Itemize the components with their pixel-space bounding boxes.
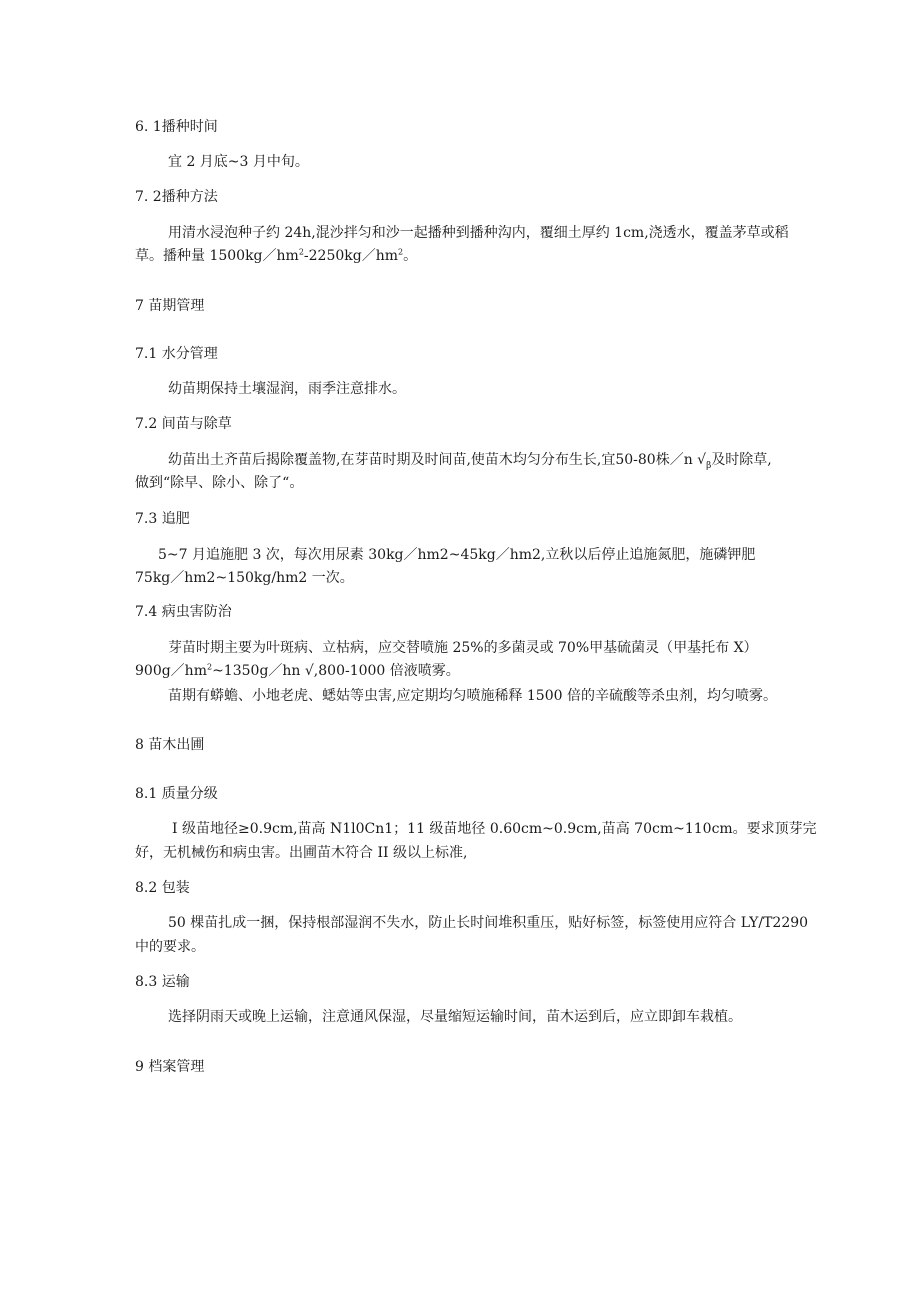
heading-7-4: 7.4 病虫害防治	[135, 604, 232, 620]
superscript: 2	[206, 662, 213, 672]
text-segment: 及时除草,	[711, 452, 772, 468]
superscript: 2	[298, 247, 304, 257]
text-segment: 900g／hm	[135, 663, 207, 679]
paragraph-8-2-line2: 中的要求。	[135, 939, 205, 955]
text-segment: -2250kg／hm	[303, 248, 399, 264]
paragraph-7-4-line2	[135, 662, 460, 680]
text-segment: 幼苗出土齐苗后揭除覆盖物,在芽苗时期及时间苗,使苗木均匀分布生长,宜50-80株／n √	[168, 452, 707, 468]
heading-8-nursery-exit: 8 苗木出圃	[135, 737, 205, 753]
paragraph-7-2-line1	[168, 451, 772, 475]
paragraph-sowing-line1: 用清水浸泡种子约 24h,混沙拌匀和沙一起播种到播种沟内，覆细土厚约 1cm,浇透水，覆盖茅草或稻	[168, 225, 789, 241]
paragraph-8-1-line1: I 级苗地径≥0.9cm,苗高 N1l0Cn1；11 级苗地径 0.60cm~0.9cm,苗高 70cm~110cm。要求顶芽完	[172, 821, 817, 837]
heading-7-3: 7.3 追肥	[135, 511, 190, 527]
heading-7-2-sowing-method: 7. 2播种方法	[135, 189, 218, 205]
heading-7-seedling-management: 7 苗期管理	[135, 298, 205, 314]
heading-8-1: 8.1 质量分级	[135, 786, 218, 802]
paragraph-8-3: 选择阴雨天或晚上运输，注意通风保湿，尽量缩短运输时间，苗木运到后，应立即卸车栽植。	[168, 1009, 742, 1025]
subscript: β	[706, 460, 712, 471]
heading-7-2: 7.2 间苗与除草	[135, 416, 232, 432]
superscript: 2	[398, 247, 404, 257]
heading-9-records: 9 档案管理	[135, 1059, 205, 1075]
paragraph-7-3-line2: 75kg／hm2~150kg/hm2 一次。	[135, 570, 354, 586]
text-segment: 。	[403, 248, 418, 264]
heading-8-3: 8.3 运输	[135, 974, 190, 990]
paragraph-sowing-line2	[135, 247, 417, 265]
paragraph-8-1-line2: 好，无机械伤和病虫害。出圃苗木符合 II 级以上标准,	[135, 845, 468, 861]
heading-6-1: 6. 1播种时间	[135, 119, 218, 135]
paragraph-7-2-line2: 做到“除早、除小、除了“。	[135, 475, 304, 491]
text-segment: 草。播种量 1500kg／hm	[135, 248, 299, 264]
text-segment: ~1350g／hn √,800-1000 倍液喷雾。	[212, 663, 460, 679]
heading-8-2: 8.2 包装	[135, 880, 190, 896]
paragraph-6-1: 宜 2 月底~3 月中旬。	[168, 154, 309, 170]
paragraph-8-2-line1: 50 棵苗扎成一捆，保持根部湿润不失水，防止长时间堆积重压，贴好标签，标签使用应符合 LY/T2290	[168, 915, 809, 931]
paragraph-7-3-line1: 5~7 月追施肥 3 次，每次用尿素 30kg／hm2~45kg／hm2,立秋以后停止追施氮肥，施磷钾肥	[158, 547, 756, 563]
heading-7-1: 7.1 水分管理	[135, 346, 218, 362]
paragraph-7-4-line1: 芽苗时期主要为叶斑病、立枯病，应交替喷施 25%的多菌灵或 70%甲基硫菌灵（甲基托布 X）	[168, 640, 758, 656]
paragraph-7-1: 幼苗期保持土壤湿润，雨季注意排水。	[168, 381, 406, 397]
paragraph-7-4-line3: 苗期有蟒蟾、小地老虎、蟋姑等虫害,应定期均匀喷施稀释 1500 倍的辛硫酸等杀虫剂，均匀喷雾。	[168, 688, 777, 704]
